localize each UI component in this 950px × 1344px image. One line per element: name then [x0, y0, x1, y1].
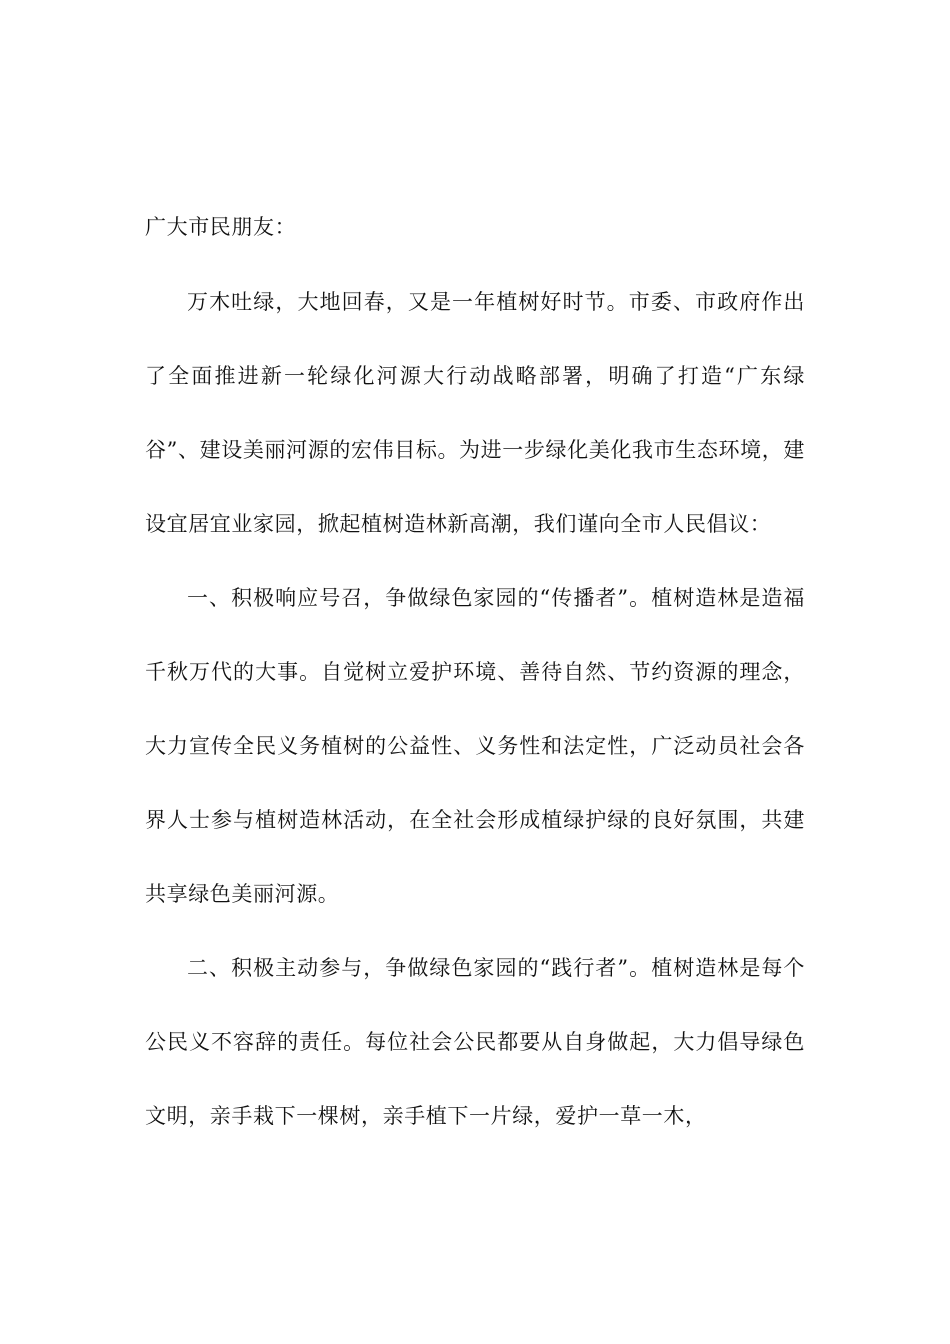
salutation-block: [145, 190, 805, 264]
paragraph-point-one: 一、积极响应号召，争做绿色家园的“传播者”。植树造林是造福千秋万代的大事。自觉树立爱护环境、善待自然、节约资源的理念，大力宣传全民义务植树的公益性、义务性和法定性，广泛动员社会各界人士参与植树造林活动，在全社会形成植绿护绿的良好氛围，共建共享绿色美丽河源。: [145, 586, 805, 906]
body-text: [145, 265, 805, 1153]
paragraph-point-two: 二、积极主动参与，争做绿色家园的“践行者”。植树造林是每个公民义不容辞的责任。每位社会公民都要从自身做起，大力倡导绿色文明，亲手栽下一棵树，亲手植下一片绿，爱护一草一木，: [145, 956, 805, 1128]
paragraph-intro: 万木吐绿，大地回春，又是一年植树好时节。市委、市政府作出了全面推进新一轮绿化河源大行动战略部署，明确了打造“广东绿谷”、建设美丽河源的宏伟目标。为进一步绿化美化我市生态环境，建设宜居宜业家园，掀起植树造林新高潮，我们谨向全市人民倡议：: [145, 290, 805, 536]
salutation-line: 广大市民朋友：: [145, 215, 297, 239]
